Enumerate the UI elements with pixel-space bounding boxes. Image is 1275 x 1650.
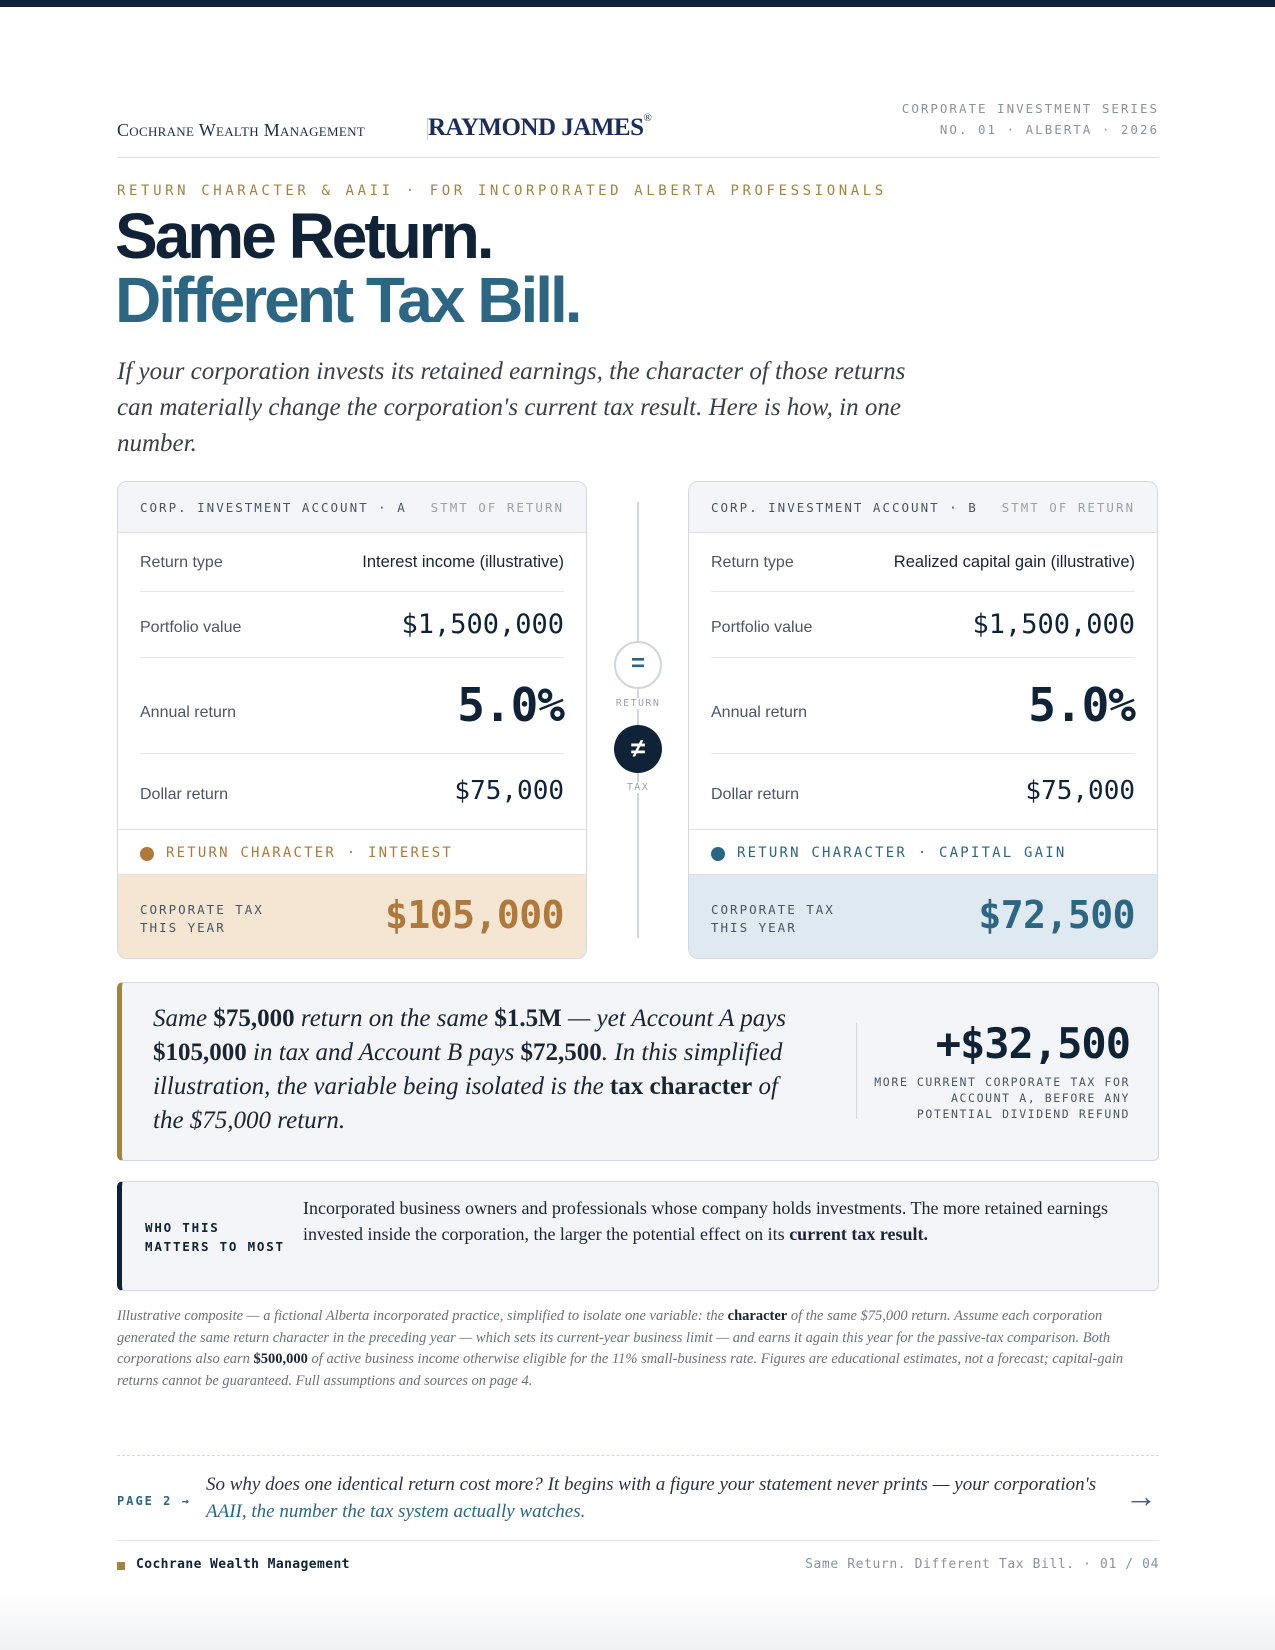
corporate-tax-label: CORPORATE TAX THIS YEAR	[140, 902, 264, 935]
portfolio-value-label: Portfolio value	[140, 619, 242, 636]
annual-return-row	[140, 658, 564, 754]
series-title: CORPORATE INVESTMENT SERIES	[901, 101, 1159, 116]
return-type-row	[711, 534, 1135, 592]
headline-line-2: Different Tax Bill.	[115, 264, 580, 336]
headline-line-1: Same Return.	[115, 200, 492, 272]
dollar-return-value: $75,000	[454, 776, 564, 806]
account-a-stmt: STMT OF RETURN	[430, 500, 564, 515]
return-type-label: Return type	[140, 554, 223, 571]
not-equal-label: TAX	[608, 782, 668, 793]
return-character-row	[689, 829, 1157, 875]
account-a-card	[117, 481, 587, 959]
footer	[117, 1557, 1159, 1577]
next-page-label[interactable]: PAGE 2 →	[117, 1494, 191, 1508]
summary-text: Same $75,000 return on the same $1.5M — yet Account A pays $105,000 in tax and Account B pays $72,500. In this simplified illustration, the variable being isolated is the tax character of the $75,000 return.	[153, 1005, 787, 1134]
corporate-tax-value: $105,000	[384, 893, 564, 937]
audience-callout	[117, 1181, 1159, 1291]
firm-logo: Cochrane Wealth Management	[117, 120, 366, 140]
dollar-return-value: $75,000	[1025, 776, 1135, 806]
account-a-header	[118, 482, 586, 533]
corporate-tax-label: CORPORATE TAX THIS YEAR	[711, 902, 835, 935]
corporate-tax-row	[118, 875, 586, 959]
portfolio-value-row	[711, 592, 1135, 658]
top-rule	[0, 0, 1275, 7]
equal-label: RETURN	[608, 698, 668, 709]
account-a-title: CORP. INVESTMENT ACCOUNT · A	[140, 500, 407, 515]
intro-paragraph: If your corporation invests its retained earnings, the character of those returns can materially change the corporation's current tax result. Here is how, in one number.	[117, 358, 906, 457]
account-b-title: CORP. INVESTMENT ACCOUNT · B	[711, 500, 978, 515]
corporate-tax-value: $72,500	[978, 893, 1135, 937]
series-issue: NO. 01 · ALBERTA · 2026	[939, 122, 1159, 137]
not-equal-icon: ≠	[614, 725, 662, 773]
account-b-stmt: STMT OF RETURN	[1001, 500, 1135, 515]
return-type-value: Realized capital gain (illustrative)	[893, 553, 1135, 571]
annual-return-label: Annual return	[711, 704, 808, 721]
dollar-return-row	[140, 754, 564, 829]
eyebrow: RETURN CHARACTER & AAII · FOR INCORPORATED ALBERTA PROFESSIONALS	[117, 183, 887, 199]
tax-difference: +$32,500	[935, 1019, 1130, 1068]
annual-return-value: 5.0%	[1028, 678, 1135, 732]
return-type-label: Return type	[711, 554, 794, 571]
account-b-card	[688, 481, 1158, 959]
account-b-header	[689, 482, 1157, 533]
return-type-row	[140, 534, 564, 592]
portfolio-value: $1,500,000	[401, 609, 564, 640]
return-character: RETURN CHARACTER · CAPITAL GAIN	[737, 845, 1067, 861]
portfolio-value-row	[140, 592, 564, 658]
corporate-tax-row	[689, 875, 1157, 959]
capital-gain-dot-icon	[711, 847, 725, 861]
summary-callout	[117, 982, 1159, 1161]
return-type-value: Interest income (illustrative)	[362, 553, 564, 571]
interest-dot-icon	[140, 847, 154, 861]
next-page-teaser[interactable]	[117, 1455, 1159, 1541]
annual-return-row	[711, 658, 1135, 754]
tax-difference-caption: MORE CURRENT CORPORATE TAX FOR ACCOUNT A, BEFORE ANY POTENTIAL DIVIDEND REFUND	[874, 1075, 1130, 1121]
series-info	[902, 98, 1159, 140]
masthead	[117, 98, 1159, 158]
dollar-return-row	[711, 754, 1135, 829]
partner-logo: RAYMOND JAMES®	[428, 112, 652, 141]
next-page-text: So why does one identical return cost more? It begins with a figure your statement never prints — your corporation's AAII, the number the tax system actually watches.	[206, 1474, 1097, 1522]
portfolio-value: $1,500,000	[972, 609, 1135, 640]
portfolio-value-label: Portfolio value	[711, 619, 813, 636]
square-bullet-icon	[117, 1562, 125, 1570]
annual-return-value: 5.0%	[457, 678, 564, 732]
return-character-row	[118, 829, 586, 875]
footer-brand: Cochrane Wealth Management	[136, 1557, 350, 1572]
summary-divider	[856, 1023, 857, 1119]
bottom-fade	[0, 1590, 1275, 1650]
annual-return-label: Annual return	[140, 704, 237, 721]
fine-print: Illustrative composite — a fictional Alberta incorporated practice, simplified to isolate one variable: the character of the same $75,000 return. Assume each corporation generated the same return character in the preceding year — which sets its current-year business limit — and earns it again this year for the passive-tax comparison. Both corporations also earn $500,000 of active business income otherwise eligible for the 11% small-business rate. Figures are educational estimates, not a forecast; capital-gain returns cannot be guaranteed. Full assumptions and sources on page 4.	[117, 1308, 1124, 1389]
dollar-return-label: Dollar return	[711, 786, 800, 803]
arrow-right-icon[interactable]: →	[1125, 1478, 1157, 1514]
audience-text: Incorporated business owners and professionals whose company holds investments. The more retained earnings invested inside the corporation, the larger the potential effect on its current tax result.	[303, 1198, 1108, 1244]
footer-page-info: Same Return. Different Tax Bill. · 01 / 04	[805, 1557, 1159, 1572]
connector-line	[637, 502, 639, 938]
dollar-return-label: Dollar return	[140, 786, 229, 803]
equal-icon: =	[614, 641, 662, 689]
audience-label: WHO THIS MATTERS TO MOST	[145, 1220, 285, 1254]
return-character: RETURN CHARACTER · INTEREST	[166, 845, 453, 861]
